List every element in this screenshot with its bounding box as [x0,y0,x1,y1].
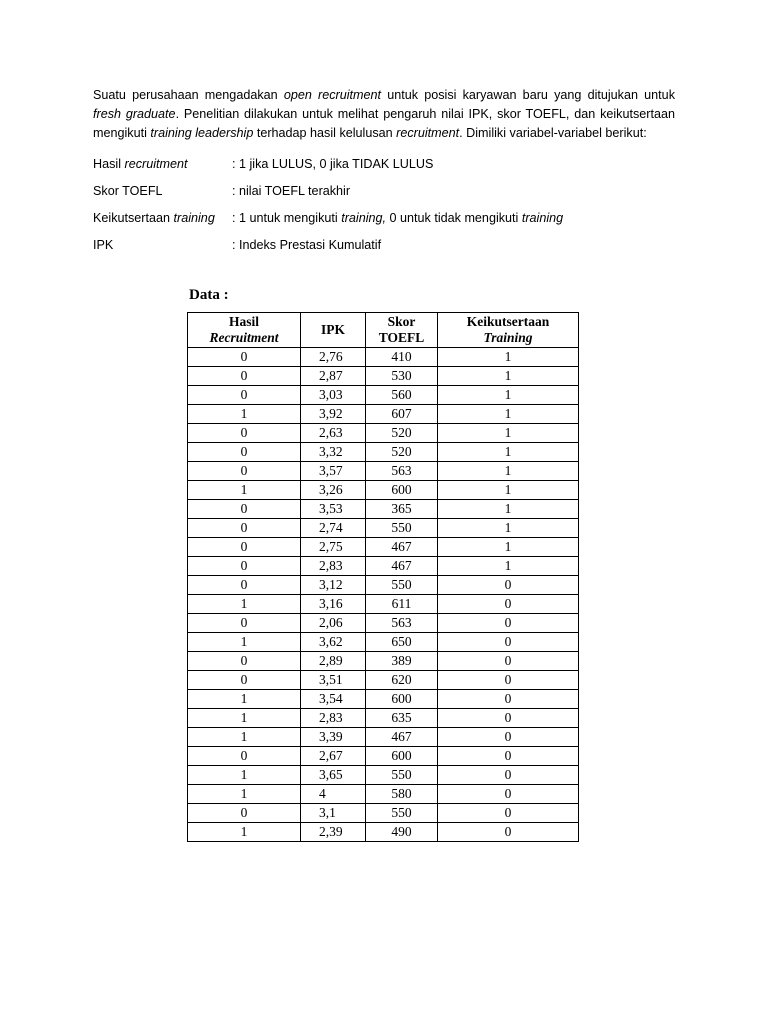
table-row [188,405,579,424]
cell-ipk: 3,62 [301,633,366,652]
cell-ipk: 2,63 [301,424,366,443]
cell-ipk: 3,32 [301,443,366,462]
cell-toefl: 550 [366,576,438,595]
cell-hasil: 0 [188,519,301,538]
cell-toefl: 520 [366,424,438,443]
cell-training: 0 [438,823,579,842]
cell-toefl: 611 [366,595,438,614]
cell-training: 0 [438,785,579,804]
data-table [187,312,579,842]
cell-training: 0 [438,747,579,766]
cell-training: 1 [438,557,579,576]
definition-description: : 1 jika LULUS, 0 jika TIDAK LULUS [232,156,434,171]
cell-training: 0 [438,652,579,671]
cell-training: 1 [438,462,579,481]
table-row [188,747,579,766]
cell-training: 1 [438,519,579,538]
cell-ipk: 3,51 [301,671,366,690]
cell-hasil: 1 [188,709,301,728]
definition-row [93,150,693,177]
definition-description: : 1 untuk mengikuti training, 0 untuk tidak mengikuti training [232,210,564,225]
table-row [188,462,579,481]
cell-ipk: 2,89 [301,652,366,671]
cell-ipk: 3,65 [301,766,366,785]
cell-hasil: 0 [188,348,301,367]
cell-ipk: 2,76 [301,348,366,367]
table-row [188,633,579,652]
cell-training: 0 [438,728,579,747]
table-header-row [188,313,579,348]
header-keikutsertaan-training: Keikutsertaan Training [438,313,579,348]
cell-toefl: 550 [366,519,438,538]
cell-toefl: 365 [366,500,438,519]
definition-row [93,204,693,231]
table-row [188,652,579,671]
cell-toefl: 550 [366,766,438,785]
cell-hasil: 0 [188,538,301,557]
cell-toefl: 620 [366,671,438,690]
cell-toefl: 600 [366,481,438,500]
table-row [188,823,579,842]
cell-training: 0 [438,766,579,785]
cell-hasil: 0 [188,747,301,766]
definition-term: IPK [93,237,114,252]
cell-toefl: 600 [366,690,438,709]
cell-training: 0 [438,595,579,614]
cell-hasil: 0 [188,443,301,462]
cell-training: 1 [438,405,579,424]
cell-ipk: 3,12 [301,576,366,595]
cell-toefl: 563 [366,614,438,633]
cell-hasil: 0 [188,804,301,823]
table-row [188,443,579,462]
cell-hasil: 0 [188,576,301,595]
table-row [188,690,579,709]
cell-training: 1 [438,386,579,405]
cell-training: 0 [438,709,579,728]
cell-toefl: 467 [366,538,438,557]
cell-training: 0 [438,633,579,652]
table-row [188,367,579,386]
cell-training: 1 [438,348,579,367]
cell-hasil: 1 [188,405,301,424]
cell-hasil: 1 [188,481,301,500]
cell-ipk: 3,92 [301,405,366,424]
cell-training: 1 [438,424,579,443]
cell-ipk: 3,16 [301,595,366,614]
table-row [188,386,579,405]
cell-training: 1 [438,500,579,519]
cell-hasil: 0 [188,557,301,576]
cell-hasil: 0 [188,386,301,405]
cell-ipk: 2,06 [301,614,366,633]
cell-ipk: 3,1 [301,804,366,823]
cell-hasil: 1 [188,728,301,747]
cell-toefl: 600 [366,747,438,766]
header-skor-toefl: Skor TOEFL [366,313,438,348]
cell-toefl: 550 [366,804,438,823]
cell-ipk: 2,87 [301,367,366,386]
cell-ipk: 3,53 [301,500,366,519]
cell-toefl: 650 [366,633,438,652]
cell-toefl: 530 [366,367,438,386]
table-row [188,538,579,557]
table-row [188,576,579,595]
cell-ipk: 3,57 [301,462,366,481]
cell-training: 0 [438,804,579,823]
cell-ipk: 3,03 [301,386,366,405]
intro-paragraph: Suatu perusahaan mengadakan open recruitment untuk posisi karyawan baru yang ditujukan untuk fresh graduate. Penelitian dilakukan untuk melihat pengaruh nilai IPK, skor TOEFL, dan keikutsertaan mengikuti training leadership terhadap hasil kelulusan recruitment. Dimiliki variabel-variabel berikut: [93,88,675,140]
definition-row [93,177,693,204]
table-row [188,614,579,633]
cell-training: 1 [438,443,579,462]
cell-toefl: 467 [366,728,438,747]
cell-ipk: 2,83 [301,557,366,576]
cell-hasil: 1 [188,823,301,842]
cell-toefl: 560 [366,386,438,405]
cell-training: 0 [438,576,579,595]
cell-hasil: 0 [188,462,301,481]
cell-ipk: 2,75 [301,538,366,557]
cell-training: 0 [438,690,579,709]
cell-toefl: 520 [366,443,438,462]
cell-ipk: 3,54 [301,690,366,709]
cell-hasil: 0 [188,652,301,671]
cell-hasil: 0 [188,500,301,519]
cell-ipk: 3,26 [301,481,366,500]
cell-hasil: 0 [188,367,301,386]
table-row [188,804,579,823]
table-row [188,671,579,690]
definition-row [93,231,693,258]
cell-hasil: 1 [188,633,301,652]
cell-ipk: 2,39 [301,823,366,842]
definition-description: : Indeks Prestasi Kumulatif [232,237,382,252]
cell-hasil: 0 [188,671,301,690]
cell-hasil: 1 [188,690,301,709]
cell-toefl: 563 [366,462,438,481]
cell-training: 0 [438,614,579,633]
data-table-title: Data : [189,287,229,303]
table-row [188,595,579,614]
cell-ipk: 4 [301,785,366,804]
table-row [188,500,579,519]
cell-toefl: 490 [366,823,438,842]
cell-training: 1 [438,481,579,500]
table-row [188,519,579,538]
cell-toefl: 635 [366,709,438,728]
definition-description: : nilai TOEFL terakhir [232,183,351,198]
cell-training: 1 [438,367,579,386]
cell-hasil: 1 [188,595,301,614]
definition-term: Hasil recruitment [93,156,188,171]
cell-hasil: 0 [188,424,301,443]
cell-toefl: 580 [366,785,438,804]
cell-ipk: 2,67 [301,747,366,766]
cell-toefl: 389 [366,652,438,671]
table-row [188,728,579,747]
cell-toefl: 467 [366,557,438,576]
table-row [188,766,579,785]
definition-term: Skor TOEFL [93,183,163,198]
table-row [188,424,579,443]
table-row [188,481,579,500]
cell-ipk: 2,74 [301,519,366,538]
cell-training: 1 [438,538,579,557]
header-hasil-recruitment: Hasil Recruitment [188,313,301,348]
header-ipk: IPK [301,313,366,348]
cell-toefl: 607 [366,405,438,424]
cell-hasil: 1 [188,766,301,785]
cell-ipk: 2,83 [301,709,366,728]
table-row [188,709,579,728]
cell-hasil: 0 [188,614,301,633]
definition-term: Keikutsertaan training [93,210,215,225]
cell-toefl: 410 [366,348,438,367]
variable-definitions [93,150,693,258]
cell-ipk: 3,39 [301,728,366,747]
cell-hasil: 1 [188,785,301,804]
table-row [188,557,579,576]
table-row [188,348,579,367]
table-row [188,785,579,804]
cell-training: 0 [438,671,579,690]
